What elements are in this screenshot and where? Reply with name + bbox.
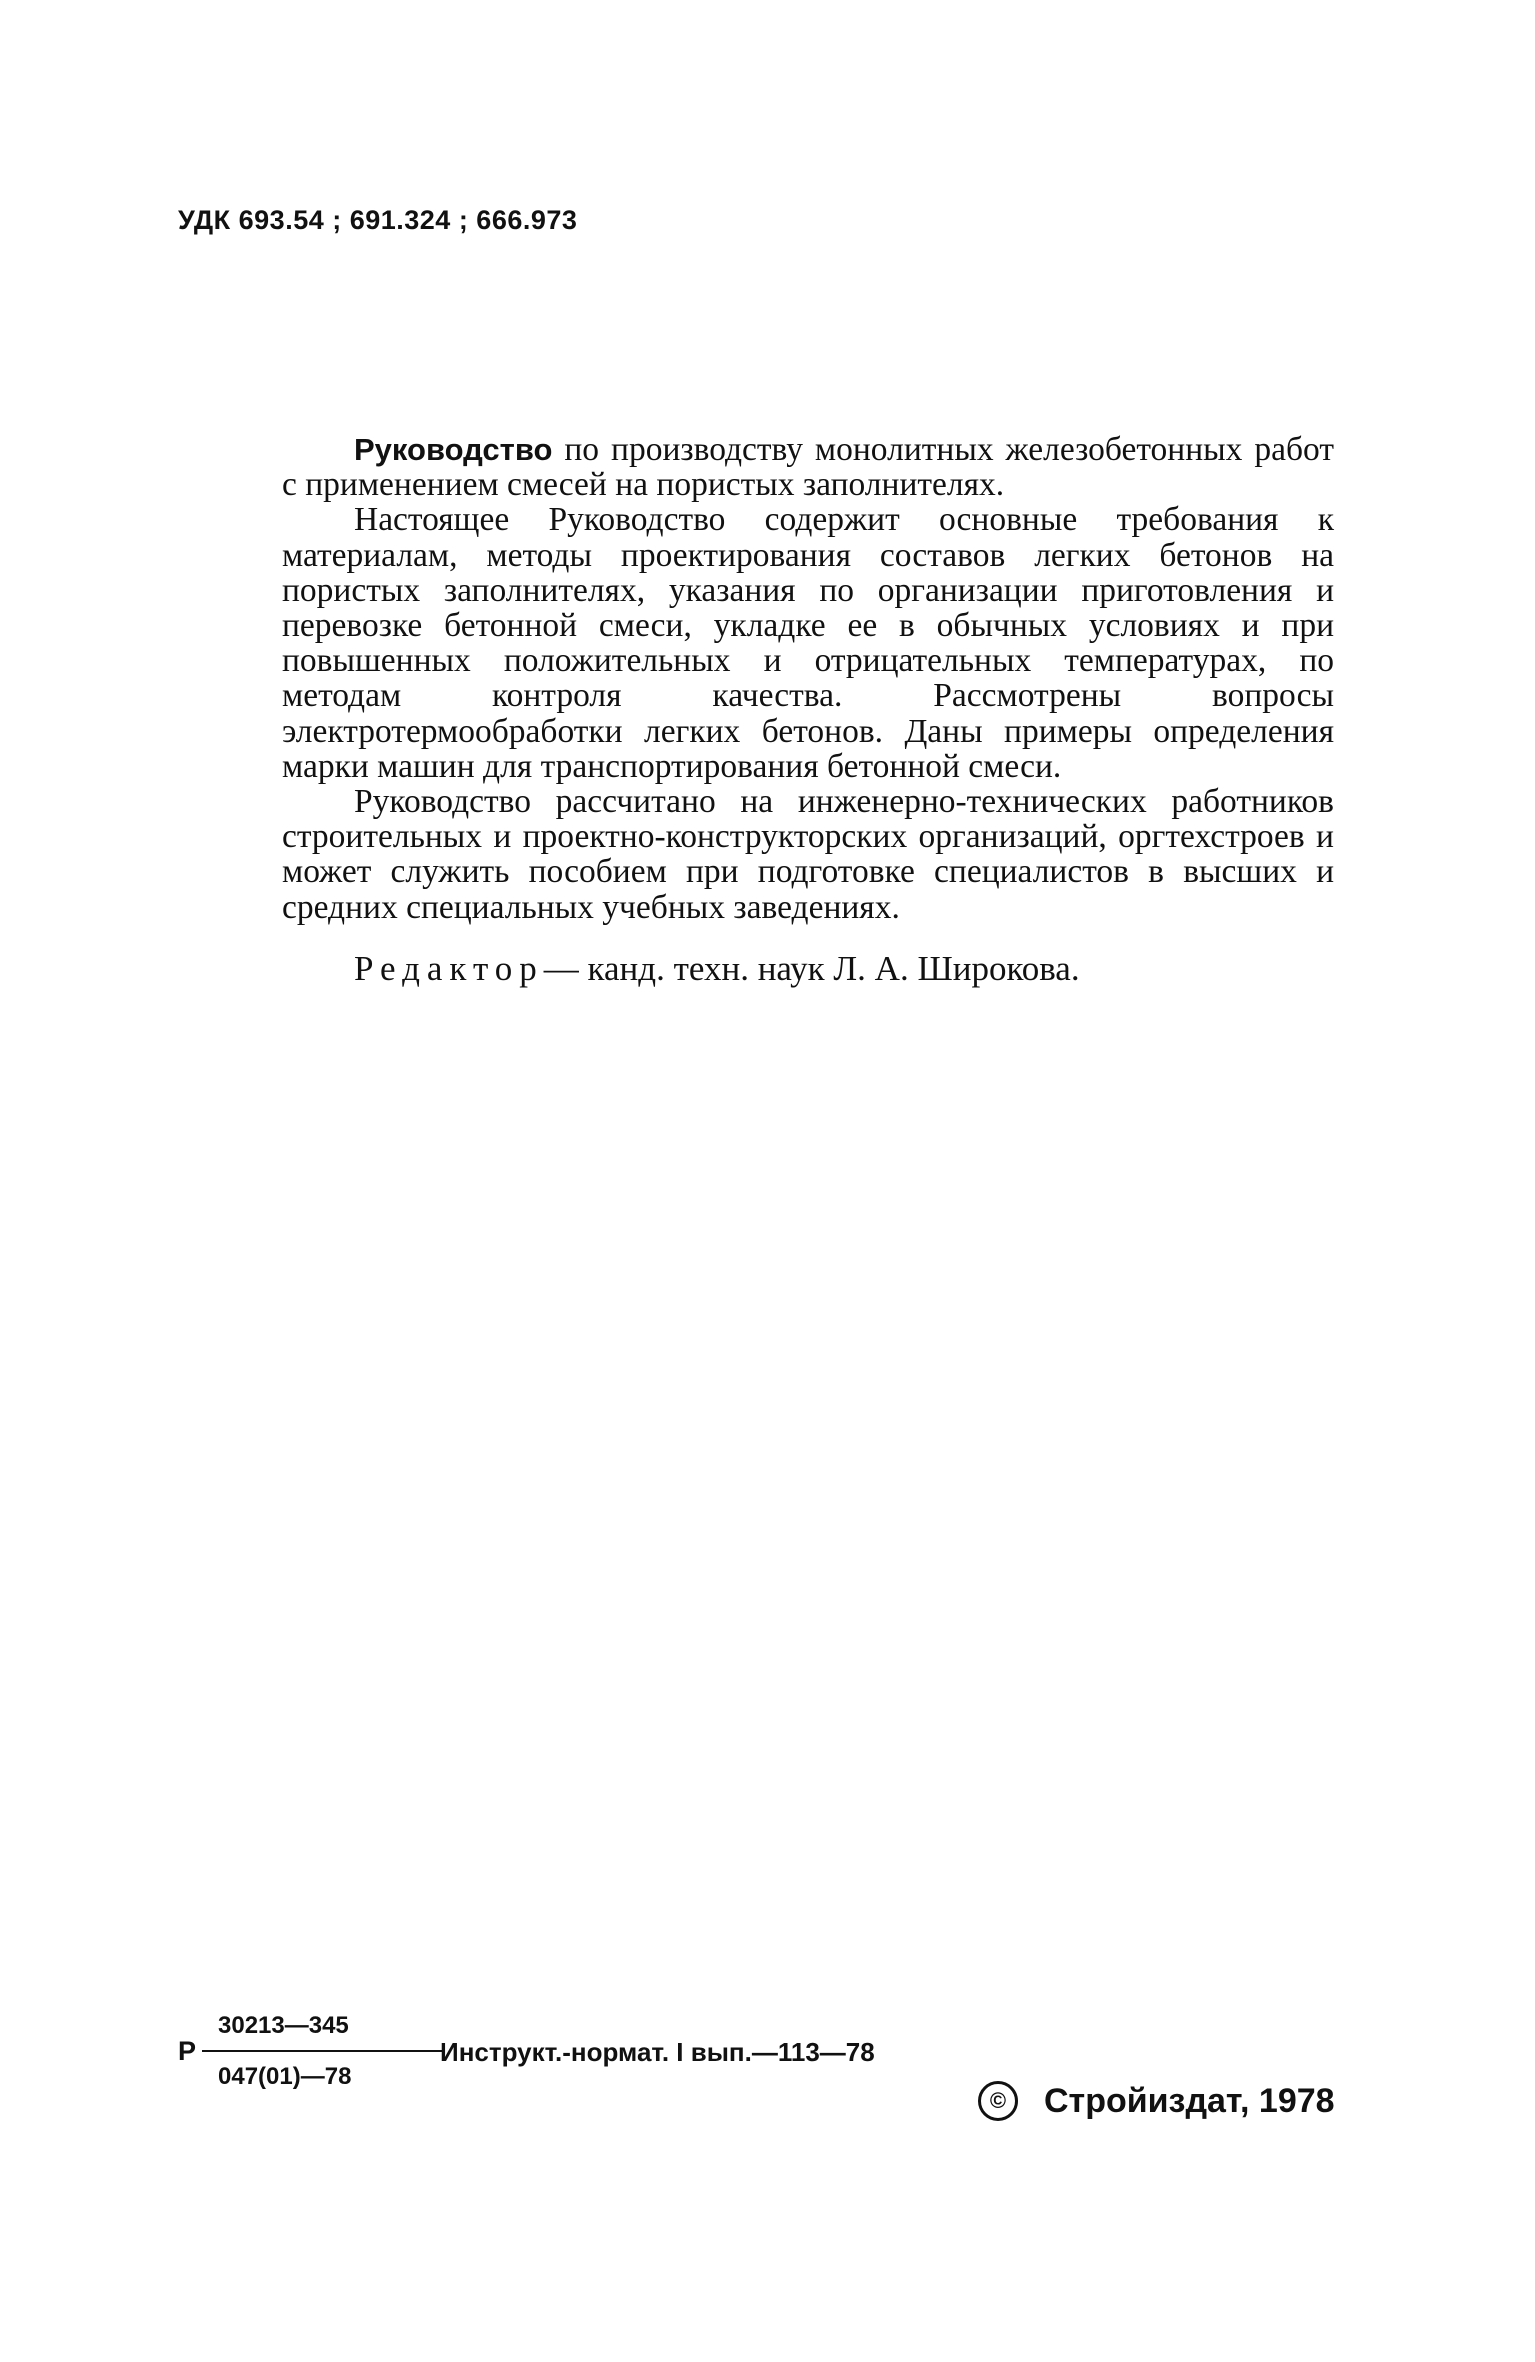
editor-name: — канд. техн. наук Л. А. Широкова. — [543, 948, 1080, 988]
annotation-title-rest: по производству монолитных железобетонных работ с применением смесей на пористых заполнителях. — [282, 431, 1334, 504]
annotation-audience-paragraph: Руководство рассчитано на инженерно-технических работников строительных и проектно-конструкторских организаций, оргтехстроев и может служить пособием при подготовке специалистов в высших и средних специальных учебных заведениях. — [282, 783, 1334, 926]
series-line: Инструкт.-нормат. I вып.—113—78 — [440, 2037, 875, 2067]
publication-code-numerator: 30213—345 — [218, 2012, 349, 2039]
publisher-name-year: Стройиздат, 1978 — [1044, 2081, 1335, 2120]
publication-code-letter: Р — [178, 2036, 197, 2066]
editor-credit — [282, 948, 1334, 988]
publication-code-fraction-line — [202, 2050, 442, 2052]
annotation-lead-word: Руководство — [354, 432, 553, 467]
annotation-contents-paragraph: Настоящее Руководство содержит основные требования к материалам, методы проектирования составов легких бетонов на пористых заполнителях, указания по организации приготовления и перевозке бетонной смеси, укладке ее в обычных условиях и при повышенных положительных и отрицательных температурах, по методам контроля качества. Рассмотрены вопросы электротермообработки легких бетонов. Даны примеры определения марки машин для транспортирования бетонной смеси. — [282, 501, 1334, 785]
annotation — [282, 432, 1334, 986]
editor-label: Редактор — [354, 948, 544, 988]
annotation-title-paragraph — [282, 432, 1334, 502]
publication-code — [178, 2008, 438, 2098]
copyright-icon: © — [978, 2081, 1018, 2121]
udk-code: УДК 693.54 ; 691.324 ; 666.973 — [178, 205, 578, 235]
publication-code-denominator: 047(01)—78 — [218, 2063, 352, 2090]
publisher-imprint — [978, 2081, 1335, 2121]
